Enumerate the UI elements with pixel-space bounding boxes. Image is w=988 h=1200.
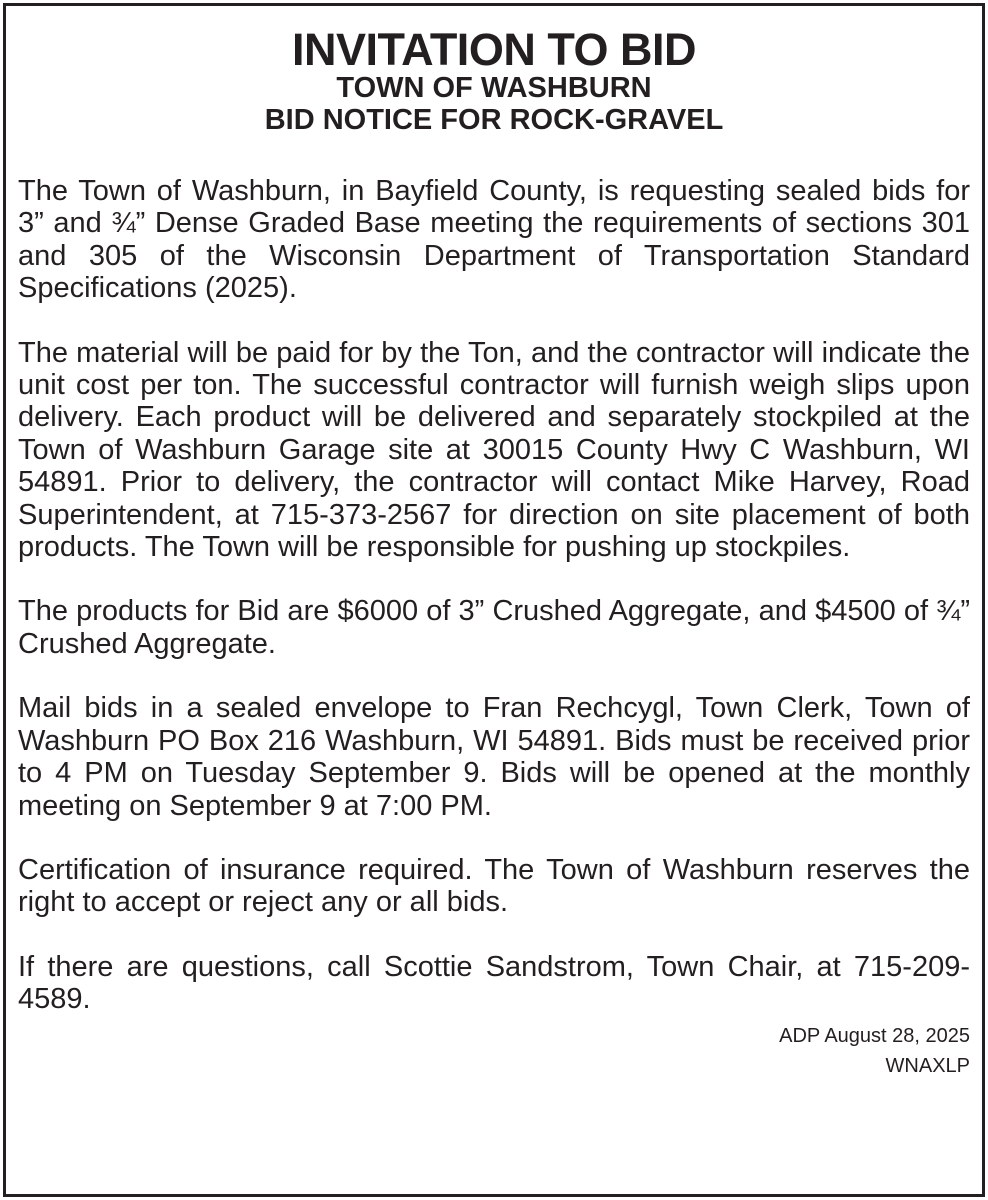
paragraph-questions: If there are questions, call Scottie Sandstrom, Town Chair, at 715-209-4589. bbox=[18, 950, 970, 1016]
notice-subtitle-town: TOWN OF WASHBURN bbox=[336, 72, 652, 104]
paragraph-mail-bids: Mail bids in a sealed envelope to Fran Rechcygl, Town Clerk, Town of Washburn PO Box 216 Washburn, WI 54891. Bids must be received prior to 4 PM on Tuesday September 9. Bids will be opened at the monthly meeting on September 9 at 7:00 PM. bbox=[18, 692, 970, 822]
paragraph-payment-delivery: The material will be paid for by the Ton, and the contractor will indicate the unit cost per ton. The successful contractor will furnish weigh slips upon delivery. Each product will be delivered and separately stockpiled at the Town of Washburn Garage site at 30015 County Hwy C Washburn, WI 54891. Prior to delivery, the contractor will contact Mike Harvey, Road Superintendent, at 715-373-2567 for direction on site placement of both products. The Town will be responsible for pushing up stockpiles. bbox=[18, 336, 970, 564]
publication-date: ADP August 28, 2025 bbox=[779, 1024, 970, 1047]
notice-subtitle-bid: BID NOTICE FOR ROCK-GRAVEL bbox=[264, 104, 724, 136]
paragraph-insurance: Certification of insurance required. The Town of Washburn reserves the right to accept or reject any or all bids. bbox=[18, 853, 970, 919]
publication-code: WNAXLP bbox=[885, 1054, 970, 1077]
paragraph-products: The products for Bid are $6000 of 3” Crushed Aggregate, and $4500 of ¾” Crushed Aggregate. bbox=[18, 595, 970, 660]
publication-signoff bbox=[18, 1021, 970, 1081]
legal-notice bbox=[3, 3, 985, 1197]
notice-title: INVITATION TO BID bbox=[292, 24, 696, 75]
paragraph-request: The Town of Washburn, in Bayfield County, is requesting sealed bids for 3” and ¾” Dense Graded Base meeting the requirements of sections 301 and 305 of the Wisconsin Department of Transportation Standard Specifications (2025). bbox=[18, 175, 970, 305]
